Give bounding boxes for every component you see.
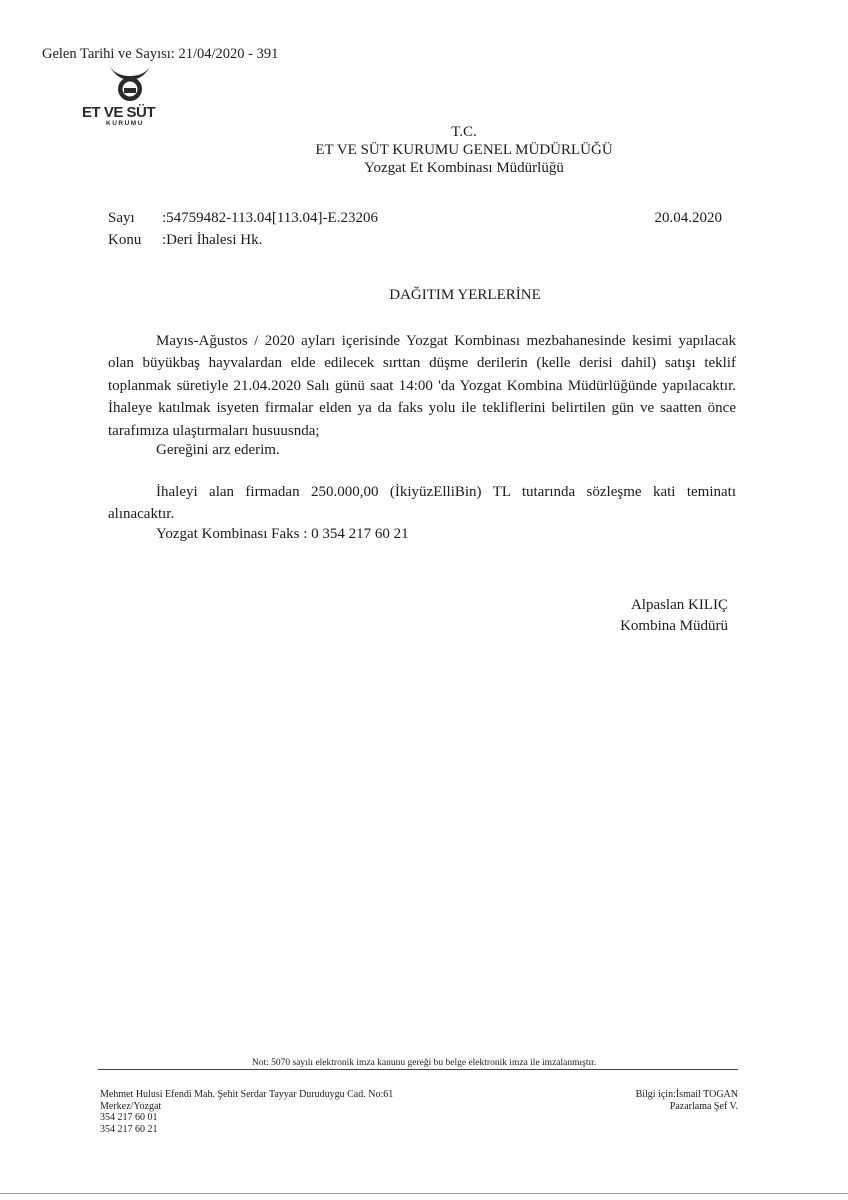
phone-2: 354 217 60 21 [100, 1123, 158, 1135]
e-signature-note: Not: 5070 sayılı elektronik imza kanunu gereği bu belge elektronik imza ile imzalanmıştır. [251, 1058, 597, 1068]
logo-text: ET VE SÜT [82, 104, 156, 121]
page-bottom-rule [0, 1193, 848, 1194]
document-date: 20.04.2020 [654, 210, 722, 226]
phone-1: 354 217 60 01 [100, 1112, 158, 1123]
closing-line: Gereğini arz ederim. [156, 442, 280, 458]
address-line-1: Mehmet Hulusi Efendi Mah. Şehit Serdar Tayyar Duruduygu Cad. No:61 [100, 1089, 394, 1100]
info-title: Pazarlama Şef V. [669, 1100, 738, 1112]
footer-address [100, 1089, 393, 1135]
signatory-title: Kombina Müdürü [620, 618, 728, 634]
konu-value: :Deri İhalesi Hk. [162, 232, 263, 248]
address-line-2: Merkez/Yozgat [100, 1100, 162, 1112]
note-divider [98, 1069, 738, 1070]
received-stamp: Gelen Tarihi ve Sayısı: 21/04/2020 - 391 [42, 46, 279, 62]
logo-subtext: KURUMU [106, 120, 144, 127]
fax-line: Yozgat Kombinası Faks : 0 354 217 60 21 [156, 526, 409, 542]
header-institution: ET VE SÜT KURUMU GENEL MÜDÜRLÜĞÜ [315, 142, 613, 158]
konu-label: Konu [108, 232, 142, 248]
body-paragraph-1 [108, 330, 736, 442]
sayi-value: :54759482-113.04[113.04]-E.23206 [162, 210, 378, 226]
signatory-name: Alpaslan KILIÇ [630, 597, 728, 613]
recipient: DAĞITIM YERLERİNE [389, 287, 541, 303]
sayi-label: Sayı [108, 210, 135, 226]
info-contact: Bilgi için:İsmail TOGAN [635, 1089, 738, 1100]
paragraph-2-text: İhaleyi alan firmadan 250.000,00 (İkiyüzElliBin) TL tutarında sözleşme kati teminatı alınacaktır. [108, 484, 736, 523]
footer-contact [636, 1089, 738, 1112]
header-unit: Yozgat Et Kombinası Müdürlüğü [364, 160, 564, 176]
paragraph-1-text: Mayıs-Ağustos / 2020 ayları içerisinde Yozgat Kombinası mezbahanesinde kesimi yapılacak olan büyükbaş hayvalardan elde edilecek sırttan düşme derilerin (kelle derisi dahil) satışı teklif toplanmak süretiyle 21.04.2020 Salı günü saat 14:00 'da Yozgat Kombina Müdürlüğünde yapılacaktır. İhaleye katılmak isyeten firmalar elden ya da faks yolu ile tekliflerini belirtilen gün ve saatten önce tarafımıza ulaştırmaları husuusnda; [108, 333, 736, 439]
header-tc: T.C. [451, 124, 477, 140]
body-paragraph-2 [108, 481, 736, 526]
